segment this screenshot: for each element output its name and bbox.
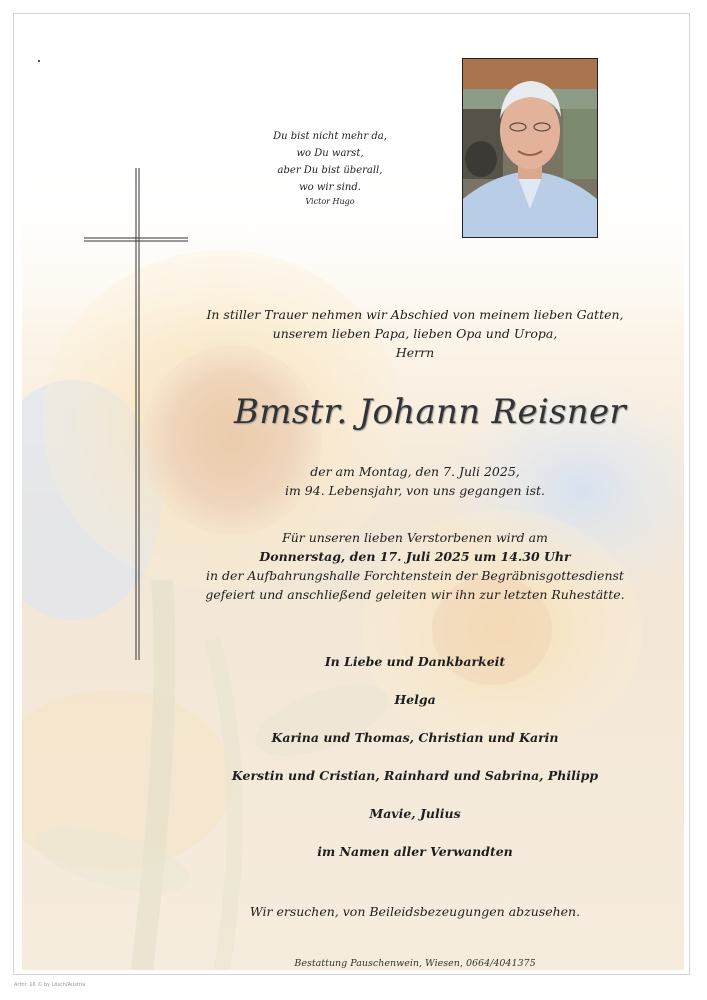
intro-line: Herrn (395, 345, 435, 360)
quote-line: wo Du warst, (296, 148, 364, 159)
intro-text (200, 305, 630, 362)
intro-line: unserem lieben Papa, lieben Opa und Uropa, (272, 326, 558, 341)
funeral-home-footer: Bestattung Pauschenwein, Wiesen, 0664/4041375 (294, 958, 536, 969)
funeral-line: gefeiert und anschließend geleiten wir ihn zur letzten Ruhestätte. (205, 587, 625, 602)
family-line: im Namen aller Verwandten (317, 844, 513, 859)
quote-line: wo wir sind. (299, 182, 361, 193)
intro-line: In stiller Trauer nehmen wir Abschied von meinem lieben Gatten, (206, 307, 624, 322)
quote-block (240, 128, 420, 208)
deceased-name: Bmstr. Johann Reisner (234, 392, 626, 432)
death-notice-line: im 94. Lebensjahr, von uns gegangen ist. (284, 483, 545, 498)
funeral-info (200, 528, 630, 604)
death-notice (200, 462, 630, 500)
fine-print: Artnr. 16 © by Lösch/Austria (14, 982, 86, 988)
portrait-photo (462, 58, 598, 238)
quote-author: Victor Hugo (305, 197, 355, 206)
funeral-line: Für unseren lieben Verstorbenen wird am (282, 530, 548, 545)
family-line: Kerstin und Cristian, Rainhard und Sabrina, Philipp (231, 768, 599, 783)
family-line: Mavie, Julius (369, 806, 461, 821)
funeral-line: in der Aufbahrungshalle Forchtenstein der Begräbnisgottesdienst (206, 568, 624, 583)
funeral-date: Donnerstag, den 17. Juli 2025 um 14.30 Uhr (259, 549, 571, 564)
family-heading: In Liebe und Dankbarkeit (324, 654, 506, 669)
quote-line: Du bist nicht mehr da, (273, 131, 387, 142)
family-line: Helga (394, 692, 436, 707)
family-line: Karina und Thomas, Christian und Karin (271, 730, 559, 745)
cross-icon (84, 168, 188, 660)
quote-line: aber Du bist überall, (277, 165, 383, 176)
death-notice-line: der am Montag, den 7. Juli 2025, (310, 464, 520, 479)
condolence-request: Wir ersuchen, von Beileidsbezeugungen abzusehen. (249, 904, 581, 919)
